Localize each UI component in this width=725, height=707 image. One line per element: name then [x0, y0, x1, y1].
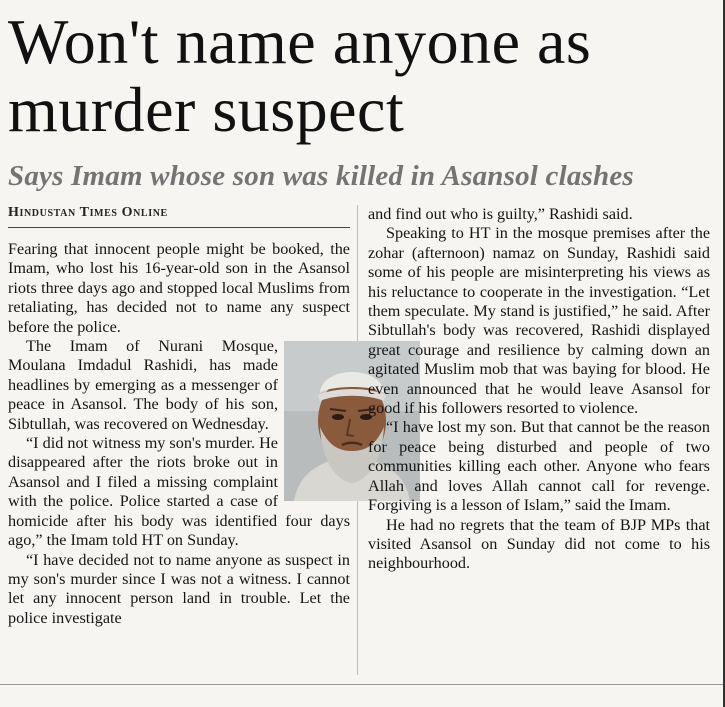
paragraph-3: “I did not witness my son's murder. He disappeared after the riots broke out in Asansol and I filed a missing complaint with the police. Police started a case of homicide after his body was identified four days ago,” the Imam told HT on Sunday.: [8, 434, 350, 550]
bottom-rule: [0, 684, 725, 685]
byline: Hindustan Times Online: [8, 205, 350, 228]
paragraph-7: “I have lost my son. But that cannot be the reason for peace being disturbed and people of two communities killing each other. Anyone who fears Allah and loves Allah cannot call for revenge. Forgiving is a lesson of Islam,” said the Imam.: [368, 418, 710, 515]
paragraph-1: Fearing that innocent people might be booked, the Imam, who lost his 16-year-old son in the Asansol riots three days ago and stopped local Muslims from retaliating, has decided not to name any suspect before the police.: [8, 240, 350, 336]
right-column: [368, 205, 710, 574]
paragraph-5: and find out who is guilty,” Rashidi said.: [368, 205, 633, 223]
paragraph-2: The Imam of Nurani Mosque, Moulana Imdadul Rashidi, has made headlines by emerging as a messenger of peace in Asansol. The body of his son, Sibtullah, was recovered on Wednesday.: [8, 337, 278, 433]
headline: Won't name anyone as murder suspect: [8, 6, 592, 145]
paragraph-6: Speaking to HT in the mosque premises after the zohar (afternoon) namaz on Sunday, Rashidi said some of his people are misinterpreting his views as his reluctance to cooperate in the investigation. “Let them speculate. My stand is justified,” he said. After Sibtullah's body was recovered, Rashidi displayed great courage and resilience by calming down an agitated Muslim mob that was baying for blood. He even announced that he would leave Asansol for good if his followers resorted to violence.: [368, 224, 710, 418]
left-column: [8, 240, 350, 628]
subheadline: Says Imam whose son was killed in Asansol clashes: [8, 160, 634, 192]
paragraph-4: “I have decided not to name anyone as suspect in my son's murder since I was not a witness. I cannot let any innocent person land in trouble. Let the police investigate: [8, 550, 350, 627]
paragraph-8: He had no regrets that the team of BJP MPs that visited Asansol on Sunday did not come to his neighbourhood.: [368, 515, 710, 573]
